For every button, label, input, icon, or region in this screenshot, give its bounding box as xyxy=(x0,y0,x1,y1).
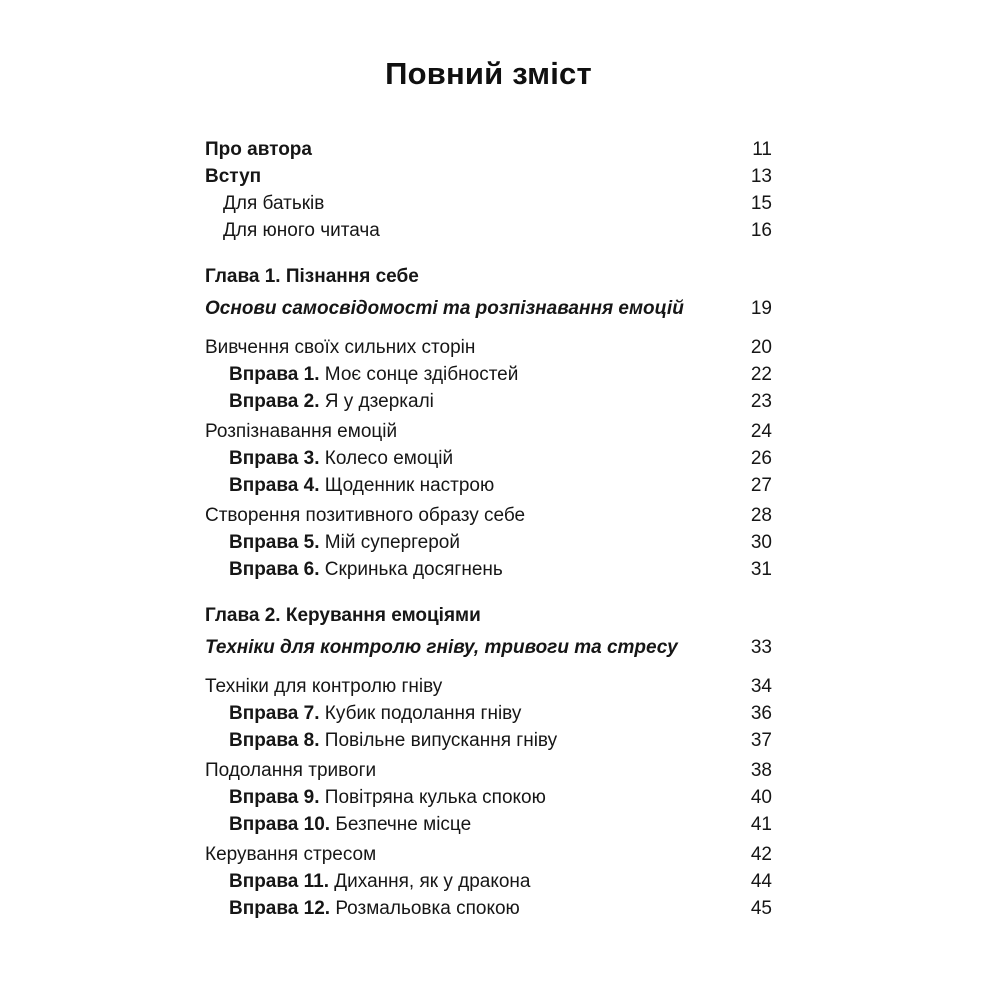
toc-entry-label: Глава 1. Пізнання себе xyxy=(205,266,419,287)
toc-entry xyxy=(205,418,772,445)
toc-entry xyxy=(205,841,772,868)
toc-entry-page: 30 xyxy=(750,532,772,553)
toc-entry-label: Вправа 12. Розмальовка спокою xyxy=(229,898,520,919)
toc-entry-page: 15 xyxy=(750,193,772,214)
toc-entry-label: Вступ xyxy=(205,166,262,187)
toc-entry-page: 20 xyxy=(750,337,772,358)
toc-entry-page: 44 xyxy=(750,871,772,892)
toc-entry-page: 42 xyxy=(750,844,772,865)
toc-entry-page: 36 xyxy=(750,703,772,724)
toc-entry xyxy=(205,445,772,472)
toc-entry-page: 34 xyxy=(750,676,772,697)
toc-entry-prefix: Вправа 7. xyxy=(229,703,325,724)
toc-entry xyxy=(205,556,772,583)
toc-entry-page: 45 xyxy=(750,898,772,919)
toc-entry-page: 27 xyxy=(750,475,772,496)
toc-entry-prefix: Вправа 9. xyxy=(229,787,325,808)
toc-entry-label: Вправа 6. Скринька досягнень xyxy=(229,559,503,580)
toc-entry-label: Вправа 7. Кубик подолання гніву xyxy=(229,703,522,724)
toc-entry xyxy=(205,673,772,700)
page-title: Повний зміст xyxy=(385,56,592,91)
toc-entry-prefix: Вправа 11. xyxy=(229,871,335,892)
toc-entry-label: Техніки для контролю гніву xyxy=(205,676,443,697)
toc-entry-label: Вивчення своїх сильних сторін xyxy=(205,337,476,358)
toc-entry-page: 23 xyxy=(750,391,772,412)
toc-entry-page: 33 xyxy=(750,637,772,658)
toc-entry xyxy=(205,295,772,322)
toc-entry xyxy=(205,334,772,361)
toc-entry xyxy=(205,602,772,629)
toc-entry-label: Вправа 9. Повітряна кулька спокою xyxy=(229,787,546,808)
toc-entry xyxy=(205,163,772,190)
toc-entry-label: Про автора xyxy=(205,139,312,160)
toc-entry-prefix: Вправа 1. xyxy=(229,364,325,385)
toc-entry xyxy=(205,217,772,244)
toc-entry-page: 41 xyxy=(750,814,772,835)
toc-entry-label: Вправа 3. Колесо емоцій xyxy=(229,448,454,469)
toc-entry-page: 24 xyxy=(750,421,772,442)
toc-entry-page: 28 xyxy=(750,505,772,526)
toc-entry-label: Вправа 10. Безпечне місце xyxy=(229,814,472,835)
toc-entry-label: Основи самосвідомості та розпізнавання емоцій xyxy=(205,298,684,319)
toc-list xyxy=(205,136,772,922)
toc-entry-label: Розпізнавання емоцій xyxy=(205,421,398,442)
toc-entry-label: Вправа 8. Повільне випускання гніву xyxy=(229,730,558,751)
toc-entry xyxy=(205,529,772,556)
toc-entry-prefix: Вправа 8. xyxy=(229,730,325,751)
toc-entry-page: 13 xyxy=(750,166,772,187)
toc-entry-label: Вправа 2. Я у дзеркалі xyxy=(229,391,434,412)
toc-entry-page: 16 xyxy=(750,220,772,241)
toc-entry-page: 38 xyxy=(750,760,772,781)
toc-entry xyxy=(205,700,772,727)
toc-entry xyxy=(205,727,772,754)
toc-entry-prefix: Вправа 12. xyxy=(229,898,336,919)
toc-entry xyxy=(205,472,772,499)
toc-entry xyxy=(205,784,772,811)
toc-entry-label: Вправа 1. Моє сонце здібностей xyxy=(229,364,519,385)
toc-entry-label: Вправа 11. Дихання, як у дракона xyxy=(229,871,531,892)
toc-entry-label: Глава 2. Керування емоціями xyxy=(205,605,481,626)
toc-entry-label: Для юного читача xyxy=(223,220,380,241)
toc-entry xyxy=(205,634,772,661)
toc-entry-label: Вправа 5. Мій супергерой xyxy=(229,532,460,553)
toc-entry xyxy=(205,895,772,922)
toc-entry-page: 11 xyxy=(752,139,772,160)
toc-entry xyxy=(205,361,772,388)
toc-entry-label: Створення позитивного образу себе xyxy=(205,505,526,526)
toc-entry-page: 40 xyxy=(750,787,772,808)
toc-entry-label: Керування стресом xyxy=(205,844,377,865)
toc-entry xyxy=(205,263,772,290)
toc-entry-prefix: Вправа 6. xyxy=(229,559,325,580)
toc-entry-page: 19 xyxy=(750,298,772,319)
toc-entry xyxy=(205,136,772,163)
toc-entry-prefix: Вправа 10. xyxy=(229,814,336,835)
toc-entry-prefix: Вправа 2. xyxy=(229,391,325,412)
toc-entry-label: Подолання тривоги xyxy=(205,760,377,781)
toc-entry-page: 26 xyxy=(750,448,772,469)
toc-entry xyxy=(205,811,772,838)
toc-entry-page: 37 xyxy=(750,730,772,751)
toc-entry xyxy=(205,502,772,529)
toc-entry-page: 31 xyxy=(750,559,772,580)
toc-entry xyxy=(205,757,772,784)
toc-entry-label: Техніки для контролю гніву, тривоги та стресу xyxy=(205,637,678,658)
toc-entry-prefix: Вправа 5. xyxy=(229,532,325,553)
toc-entry-label: Для батьків xyxy=(223,193,325,214)
toc-entry-prefix: Вправа 3. xyxy=(229,448,325,469)
toc-entry-label: Вправа 4. Щоденник настрою xyxy=(229,475,495,496)
toc-entry xyxy=(205,868,772,895)
toc-entry xyxy=(205,190,772,217)
toc-entry-prefix: Вправа 4. xyxy=(229,475,325,496)
toc-entry xyxy=(205,388,772,415)
toc-entry-page: 22 xyxy=(750,364,772,385)
